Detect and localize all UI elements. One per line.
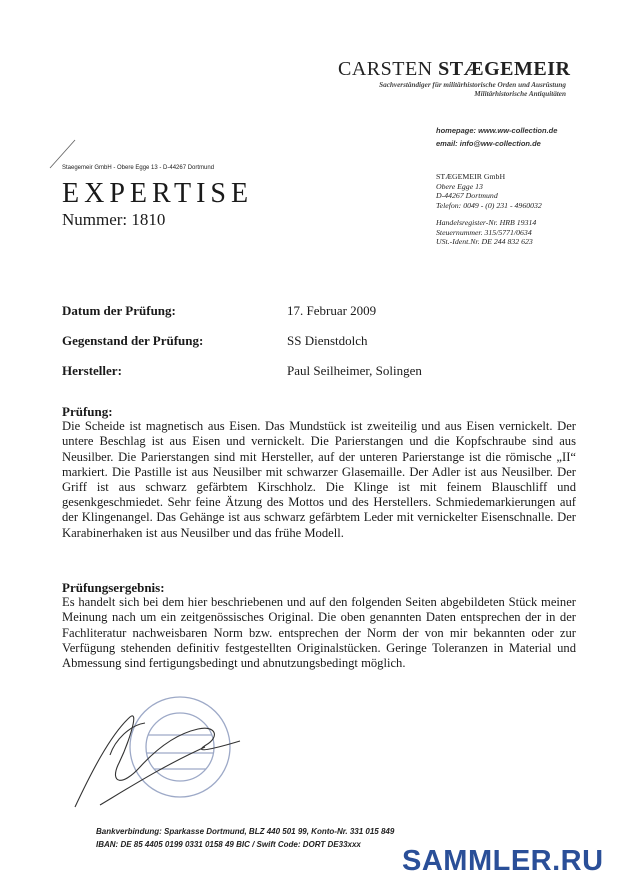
site-watermark: SAMMLER.RU <box>402 845 604 877</box>
company-city: D-44267 Dortmund <box>436 191 498 200</box>
company-phone: Telefon: 0049 - (0) 231 - 4960032 <box>436 200 542 210</box>
maker-label: Hersteller: <box>62 363 122 378</box>
result-section <box>62 580 576 671</box>
company-street: Obere Egge 13 <box>436 181 483 191</box>
stamp-signature-icon <box>70 695 290 815</box>
subject-value: SS Dienstdolch <box>287 333 368 348</box>
homepage-link[interactable]: homepage: www.ww-collection.de <box>436 126 558 135</box>
company-name: STÆGEMEIR GmbH <box>436 172 506 181</box>
letterhead-brand <box>338 58 571 99</box>
document-number: Nummer: 1810 <box>62 210 166 229</box>
iban-details: IBAN: DE 85 4405 0199 0331 0158 49 BIC / Swift Code: DORT DE33xxx <box>96 839 361 849</box>
contact-block <box>436 124 557 150</box>
examination-section <box>62 404 576 541</box>
document-title: EXPERTISE <box>62 178 254 209</box>
maker-value: Paul Seilheimer, Solingen <box>287 363 422 378</box>
brand-first: CARSTEN <box>338 58 433 80</box>
sender-line: Staegemeir GmbH - Obere Egge 13 - D-44267 Dortmund <box>62 165 215 171</box>
bank-details: Bankverbindung: Sparkasse Dortmund, BLZ 440 501 99, Konto-Nr. 331 015 849 <box>96 827 395 836</box>
result-text: Es handelt sich bei dem hier beschriebenen und auf den folgenden Seiten abgebildeten Stück meiner Meinung nach um ein zeitgenössisches Original. Die oben genannten Daten entsprechen der in der Fachliteratur nachweisbaren Norm bzw. entsprechen der Norm der von mir bekannten oder zur Verfügung stehenden definitiv festgestellten Originalstücken. Geringe Toleranzen in Material und Abmessung sind fertigungsbedingt und abnutzungsbedingt möglich. <box>62 595 576 671</box>
company-register: Handelsregister-Nr. HRB 19314 <box>436 218 537 227</box>
footer-bank <box>96 826 394 851</box>
brand-subtitle-2: Militärhistorische Antiquitäten <box>474 90 566 98</box>
company-vat: USt.-Ident.Nr. DE 244 832 623 <box>436 237 533 246</box>
date-value: 17. Februar 2009 <box>287 303 377 318</box>
company-gap <box>436 210 542 218</box>
examination-text: Die Scheide ist magnetisch aus Eisen. Das Mundstück ist zweiteilig und aus Eisen vernickelt. Der untere Beschlag ist aus Eisen und vernickelt. Die Parierstangen und die Kopfschraube sind aus Neusilber. Die Parierstangen sind mit Hersteller, auf der unteren Parierstange ist die römische „II“ markiert. Die Pastille ist aus Neusilber mit schwarzer Glasemaille. Der Adler ist aus Neusilber. Der Griff ist aus schwarz gefärbtem Kirschholz. Die Klinge ist mit feinem Blauschliff und gesenkgeschmiedet. Sehr feine Ätzung des Mottos und des Herstellers. Schmiedemarkierungen auf der Klingenangel. Das Gehänge ist aus schwarz gefärbtem Leder mit vernickelter Eisenschnalle. Der Karabinerhaken ist aus Neusilber und das frühe Modell. <box>62 419 576 540</box>
date-label: Datum der Prüfung: <box>62 303 176 318</box>
company-block <box>436 172 542 247</box>
email-link[interactable]: email: info@ww-collection.de <box>436 139 541 148</box>
subject-label: Gegenstand der Prüfung: <box>62 333 204 348</box>
result-heading: Prüfungsergebnis: <box>62 580 165 595</box>
company-tax: Steuernummer. 315/5771/0634 <box>436 227 532 237</box>
brand-name <box>338 58 571 81</box>
brand-second: STÆGEMEIR <box>438 58 571 80</box>
brand-subtitle-1: Sachverständiger für militärhistorische Orden und Ausrüstung <box>379 81 566 89</box>
examination-heading: Prüfung: <box>62 404 113 419</box>
